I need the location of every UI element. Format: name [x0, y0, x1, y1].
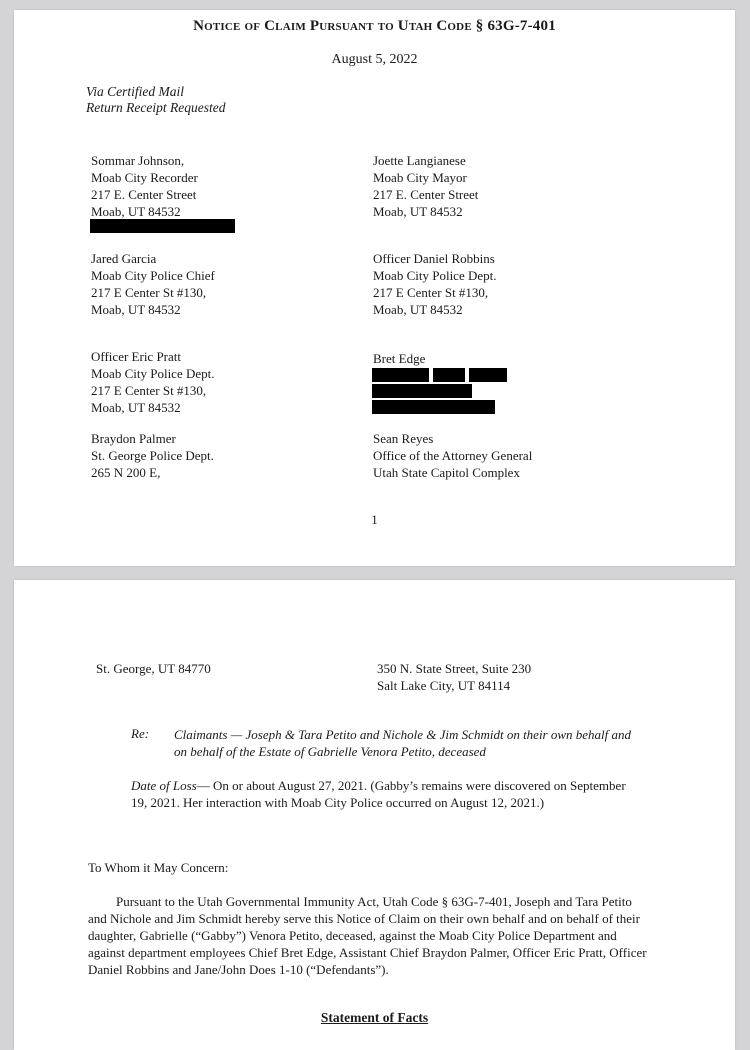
recipient-line: 217 E. Center Street — [373, 187, 479, 202]
recipient-line: Sean Reyes — [373, 431, 434, 446]
section-heading: Statement of Facts — [320, 1010, 429, 1025]
recipient-line: 265 N 200 E, — [91, 465, 161, 480]
recipient-line: Sommar Johnson, — [91, 153, 185, 168]
recipient-line: Moab, UT 84532 — [91, 400, 181, 415]
re-subject: Claimants — Joseph & Tara Petito and Nichole & Jim Schmidt on their own behalf and on behalf of the Estate of Gabrielle Venora Petito, deceased — [174, 727, 632, 759]
recipient-block — [91, 250, 215, 318]
redaction-bar — [372, 368, 429, 382]
document-page-1 — [14, 10, 735, 566]
re-label: Re: — [131, 726, 150, 741]
recipient-block — [373, 430, 532, 481]
recipient-line: Moab, UT 84532 — [373, 302, 463, 317]
recipient-block — [373, 152, 478, 220]
recipient-line: Joette Langianese — [373, 153, 466, 168]
recipient-line: 217 E Center St #130, — [91, 383, 207, 398]
salutation: To Whom it May Concern: — [88, 860, 229, 875]
recipient-line: St. George, UT 84770 — [96, 661, 211, 676]
redaction-bar — [433, 368, 465, 382]
recipient-line: Moab City Police Chief — [91, 268, 215, 283]
delivery-method: Via Certified Mail — [86, 84, 184, 99]
redaction-bar — [90, 219, 235, 233]
recipient-block — [373, 250, 497, 318]
recipient-line: Moab, UT 84532 — [91, 204, 181, 219]
date-of-loss-text: — On or about August 27, 2021. (Gabby’s remains were discovered on September 19, 2021. Her interaction with Moab City Police occurred on August 12, 2021.) — [131, 778, 626, 810]
recipient-block — [91, 152, 198, 220]
recipient-block — [377, 660, 531, 694]
recipient-line: Braydon Palmer — [91, 431, 176, 446]
recipient-line: 350 N. State Street, Suite 230 — [377, 661, 532, 676]
document-page-2 — [14, 580, 735, 1050]
body-paragraph: Pursuant to the Utah Governmental Immunity Act, Utah Code § 63G-7-401, Joseph and Tara Petito and Nichole and Jim Schmidt hereby serve this Notice of Claim on their own behalf and on behalf of their daughter, Gabrielle (“Gabby”) Venora Petito, deceased, against the Moab City Police Department and against department employees Chief Bret Edge, Assistant Chief Braydon Palmer, Officer Eric Pratt, Officer Daniel Robbins and Jane/John Does 1-10 (“Defendants”). — [88, 894, 647, 977]
redaction-bar — [469, 368, 507, 382]
recipient-line: 217 E. Center Street — [91, 187, 197, 202]
recipient-line: St. George Police Dept. — [91, 448, 214, 463]
document-title: Notice of Claim Pursuant to Utah Code § 63G-7-401 — [193, 18, 556, 34]
redaction-bar — [372, 400, 495, 414]
recipient-block — [373, 350, 425, 367]
recipient-line: Utah State Capitol Complex — [373, 465, 520, 480]
recipient-line: Office of the Attorney General — [373, 448, 533, 463]
date-of-loss — [131, 777, 631, 811]
document-date: August 5, 2022 — [331, 52, 418, 67]
recipient-block — [91, 430, 214, 481]
recipient-line: Moab City Police Dept. — [373, 268, 497, 283]
recipient-line: Moab City Police Dept. — [91, 366, 215, 381]
redaction-bar — [372, 384, 472, 398]
recipient-line: Officer Eric Pratt — [91, 349, 181, 364]
recipient-line: Bret Edge — [373, 351, 426, 366]
recipient-line: Officer Daniel Robbins — [373, 251, 495, 266]
page-number: 1 — [371, 512, 378, 527]
date-of-loss-label: Date of Loss — [131, 778, 197, 793]
recipient-line: 217 E Center St #130, — [373, 285, 489, 300]
recipient-line: Moab, UT 84532 — [91, 302, 181, 317]
recipient-line: Moab, UT 84532 — [373, 204, 463, 219]
recipient-line: Jared Garcia — [91, 251, 157, 266]
recipient-line: Moab City Recorder — [91, 170, 198, 185]
delivery-receipt: Return Receipt Requested — [86, 100, 226, 115]
recipient-line: Salt Lake City, UT 84114 — [377, 678, 511, 693]
recipient-line: 217 E Center St #130, — [91, 285, 207, 300]
recipient-block — [91, 348, 215, 416]
recipient-line: Moab City Mayor — [373, 170, 467, 185]
